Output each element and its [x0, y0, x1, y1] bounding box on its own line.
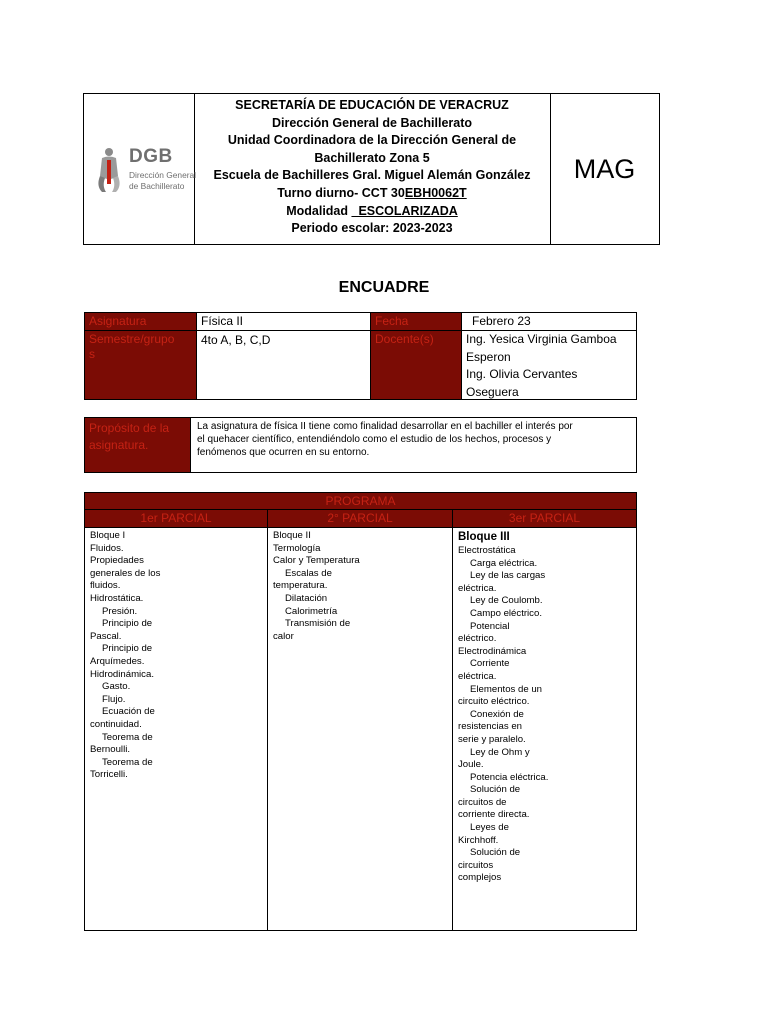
- fecha-value: Febrero 23: [461, 312, 637, 331]
- col2-header: 2° PARCIAL: [267, 509, 453, 528]
- proposito-text: La asignatura de física II tiene como finalidad desarrollar en el bachiller el interés por el quehacer científico, entendiéndolo como el estudio de los hechos, procesos y fenómenos que ocurren en su entorno.: [190, 417, 637, 473]
- semestre-value: 4to A, B, C,D: [196, 330, 371, 400]
- col1-content: Bloque I Fluidos. Propiedades generales de los fluidos. Hidrostática. Presión. Principio de Pascal. Principio de Arquímedes. Hidrodinámica. Gasto. Flujo. Ecuación de continuidad. Teorema de Bernoulli. Teorema de Torricelli.: [84, 527, 268, 931]
- bloque-iii-title: Bloque III: [458, 531, 510, 543]
- page-title: ENCUADRE: [338, 279, 430, 296]
- dgb-emblem-icon: [92, 146, 126, 194]
- header-line: SECRETARÍA DE EDUCACIÓN DE VERACRUZ: [235, 98, 509, 112]
- programa-title: PROGRAMA: [84, 492, 637, 510]
- docente-value: Ing. Yesica Virginia Gamboa Esperon Ing. Olivia Cervantes Oseguera: [461, 330, 637, 400]
- proposito-label: Propósito de la asignatura.: [84, 417, 191, 473]
- header-logo-cell: [83, 93, 195, 245]
- col3-header: 3er PARCIAL: [452, 509, 637, 528]
- header-line: Bachillerato Zona 5: [314, 150, 430, 165]
- header-line: Escuela de Bachilleres Gral. Miguel Alemán González: [213, 168, 531, 183]
- asignatura-label: Asignatura: [84, 312, 197, 331]
- asignatura-value: Física II: [196, 312, 371, 331]
- header-line: Dirección General de Bachillerato: [271, 115, 473, 130]
- col3-content: Bloque III Electrostática Carga eléctrica. Ley de las cargas eléctrica. Ley de Coulomb. Campo eléctrico. Potencial eléctrico. Electrodinámica Corriente eléctrica. Elementos de un circuito eléctrico. Conexión de resistencias en serie y paralelo. Ley de Ohm y Joule. Potencia eléctrica. Solución de circuitos de corriente directa. Leyes de Kirchhoff. Solución de circuitos complejos: [452, 527, 637, 931]
- header-line: Unidad Coordinadora de la Dirección General de: [227, 133, 517, 148]
- col2-content: Bloque II Termología Calor y Temperatura Escalas de temperatura. Dilatación Calorimetría Transmisión de calor: [267, 527, 453, 931]
- header-turno: Turno diurno- CCT 30EBH0062T: [277, 185, 467, 200]
- docente-label: Docente(s): [370, 330, 462, 400]
- logo-subtitle: Dirección General de Bachillerato: [129, 170, 197, 191]
- logo-text: DGB: [129, 146, 173, 167]
- dgb-logo: [92, 146, 197, 194]
- header-institution: [194, 93, 551, 245]
- header-periodo: Periodo escolar: 2023-2023: [291, 221, 453, 236]
- header-mag: MAG: [550, 93, 660, 245]
- fecha-label: Fecha: [370, 312, 462, 331]
- col1-header: 1er PARCIAL: [84, 509, 268, 528]
- semestre-label: Semestre/grupo s: [84, 330, 197, 400]
- header-modalidad: Modalidad _ESCOLARIZADA: [286, 203, 458, 218]
